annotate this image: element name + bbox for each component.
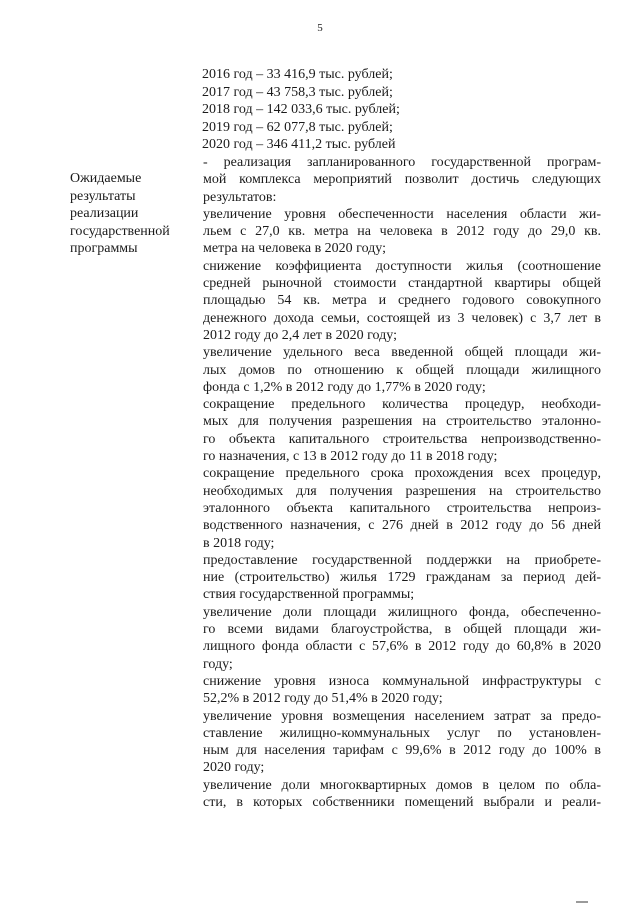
results-text-line: увеличение доли многоквартирных домов в целом по обла-: [203, 777, 601, 793]
scan-mark: [576, 901, 588, 903]
funding-year-line: 2017 год – 43 758,3 тыс. рублей;: [202, 84, 393, 100]
results-text-line: необходимых для получения разрешения на строительство: [203, 483, 601, 499]
results-text-line: 52,2% в 2012 году до 51,4% в 2020 году;: [203, 691, 443, 707]
results-text-line: снижение уровня износа коммунальной инфраструктуры с: [203, 673, 601, 689]
results-text-line: ние (строительство) жилья 1729 гражданам за период дей-: [203, 570, 601, 586]
results-text-line: го назначения, с 13 в 2012 году до 11 в 2018 году;: [203, 449, 498, 465]
results-text-line: сокращение предельного срока прохождения всех процедур,: [203, 466, 601, 482]
results-text-line: увеличение доли площади жилищного фонда, обеспеченно-: [203, 604, 601, 620]
funding-year-line: 2018 год – 142 033,6 тыс. рублей;: [202, 102, 400, 118]
results-text-line: увеличение удельного веса введенной общей площади жи-: [203, 345, 601, 361]
results-text-line: ным для населения тарифам с 99,6% в 2012 году до 100% в: [203, 743, 601, 759]
results-text-line: площадью 54 кв. метра и среднего годового совокупного: [203, 293, 601, 309]
results-text-line: лых домов по отношению к общей площади жилищного: [203, 362, 601, 378]
section-label-line: результаты: [70, 188, 136, 204]
results-text-line: 2012 году до 2,4 лет в 2020 году;: [203, 327, 397, 343]
section-label-line: государственной: [70, 223, 170, 239]
results-text-line: 2020 году;: [203, 760, 265, 776]
results-text-line: сокращение предельного количества процедур, необходи-: [203, 397, 601, 413]
results-text-line: - реализация запланированного государственной програм-: [203, 155, 601, 170]
funding-year-line: 2020 год – 346 411,2 тыс. рублей: [202, 137, 396, 153]
section-label-expected-results: [70, 170, 195, 258]
funding-year-line: 2016 год – 33 416,9 тыс. рублей;: [202, 67, 393, 82]
results-text-line: го объекта капитального строительства непроизводственно-: [203, 431, 601, 447]
results-text-line: ставление жилищно-коммунальных услуг по установлен-: [203, 725, 601, 741]
funding-by-year-list: [202, 66, 400, 154]
results-text-line: сти, в которых собственники помещений выбрали и реали-: [203, 794, 601, 810]
results-text-line: ствия государственной программы;: [203, 587, 415, 603]
section-label-line: программы: [70, 241, 138, 257]
results-text-line: метра на человека в 2020 году;: [203, 241, 386, 257]
results-text-line: лищного фонда области с 57,6% в 2012 году до 60,8% в 2020: [203, 639, 601, 655]
results-text-line: средней рыночной стоимости стандартной квартиры общей: [203, 276, 601, 292]
funding-year-line: 2019 год – 62 077,8 тыс. рублей;: [202, 119, 393, 135]
results-text-line: фонда с 1,2% в 2012 году до 1,77% в 2020 году;: [203, 379, 486, 395]
results-text-line: го всеми видами благоустройства, в общей площади жи-: [203, 622, 601, 638]
results-text-line: снижение коэффициента доступности жилья (соотношение: [203, 258, 601, 274]
expected-results-text: [203, 154, 601, 811]
results-text-line: эталонного объекта капитального строительства непроиз-: [203, 500, 601, 516]
results-text-line: результатов:: [203, 189, 277, 205]
page-number: 5: [317, 22, 323, 34]
section-label-line: реализации: [70, 206, 139, 222]
section-label-line: Ожидаемые: [70, 171, 142, 186]
results-text-line: мой комплекса мероприятий позволит достичь следующих: [203, 172, 601, 188]
results-text-line: мых для получения разрешения на строительство эталонно-: [203, 414, 601, 430]
results-text-line: в 2018 году;: [203, 535, 275, 551]
results-text-line: увеличение уровня обеспеченности населения области жи-: [203, 206, 601, 222]
results-text-line: увеличение уровня возмещения населением затрат за предо-: [203, 708, 601, 724]
results-text-line: льем с 27,0 кв. метра на человека в 2012 году до 29,0 кв.: [203, 224, 601, 240]
results-text-line: водственного назначения, с 276 дней в 2012 году до 56 дней: [203, 518, 601, 534]
results-text-line: денежного дохода семьи, состоящей из 3 человек) с 3,7 лет в: [203, 310, 601, 326]
results-text-line: предоставление государственной поддержки на приобрете-: [203, 552, 601, 568]
results-text-line: году;: [203, 656, 233, 672]
